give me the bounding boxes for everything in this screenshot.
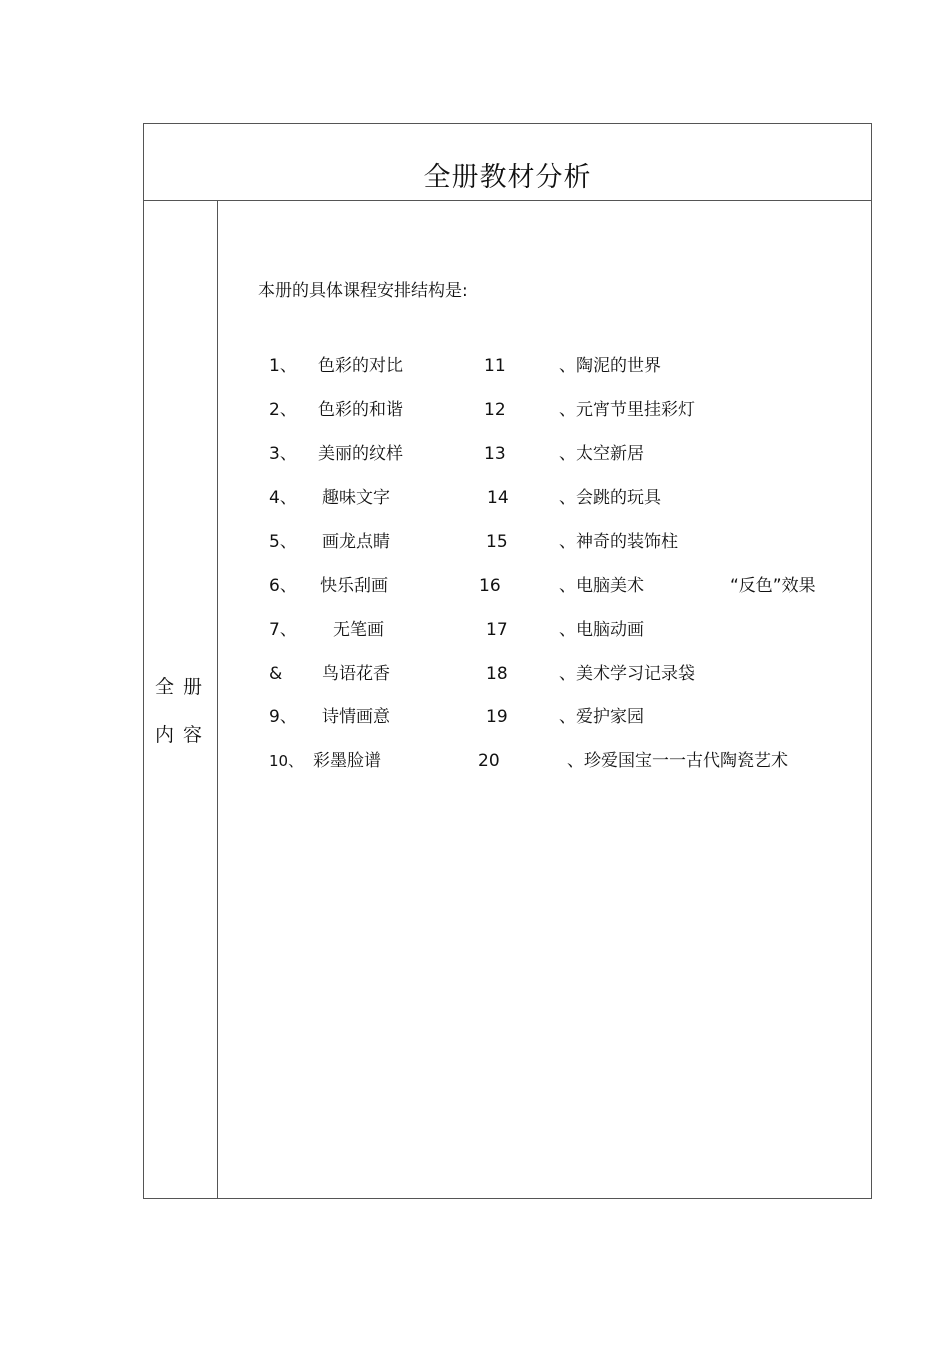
lesson-row (0, 661, 950, 687)
lesson-number: 13 (484, 444, 506, 464)
lesson-number: 17 (486, 620, 508, 640)
section-label-column (144, 201, 218, 1198)
lesson-number: 19 (486, 707, 508, 727)
lesson-title: 、电脑动画 (559, 620, 644, 640)
title-row (144, 124, 871, 201)
page-title: 全册教材分析 (423, 162, 592, 193)
lesson-title: 、电脑美术 (559, 576, 644, 596)
lesson-number: 15 (486, 532, 508, 552)
lesson-title: 、太空新居 (559, 444, 644, 464)
lesson-number: 4、 (269, 488, 297, 508)
lesson-row (0, 617, 950, 643)
lesson-title: 、元宵节里挂彩灯 (559, 400, 695, 420)
lesson-title: 鸟语花香 (322, 664, 390, 684)
lesson-number: 9、 (269, 707, 297, 727)
lesson-number: 5、 (269, 532, 297, 552)
lesson-title: 、珍爱国宝一一古代陶瓷艺术 (567, 751, 788, 771)
lesson-number: 11 (484, 356, 506, 376)
lesson-title: 彩墨脸谱 (313, 751, 381, 771)
lesson-title: 、爱护家园 (559, 707, 644, 727)
lesson-title: 趣味文字 (322, 488, 390, 508)
lesson-number: 18 (486, 664, 508, 684)
lesson-row (0, 573, 950, 599)
lesson-row (0, 441, 950, 467)
lesson-number: 16 (479, 576, 501, 596)
lesson-number: 3、 (269, 444, 297, 464)
lesson-number: 2、 (269, 400, 297, 420)
lesson-title: 无笔画 (333, 620, 384, 640)
lesson-number: 1、 (269, 356, 297, 376)
lesson-number: 7、 (269, 620, 297, 640)
lesson-row (0, 748, 950, 774)
section-label-line-2: 内容 (155, 724, 212, 746)
lesson-number: & (269, 664, 283, 684)
lesson-row (0, 353, 950, 379)
lesson-title: 画龙点睛 (322, 532, 390, 552)
lesson-row (0, 704, 950, 730)
lesson-number: 6、 (269, 576, 297, 596)
lesson-row (0, 397, 950, 423)
lesson-subtitle: “反色”效果 (730, 576, 816, 596)
lesson-title: 、神奇的装饰柱 (559, 532, 678, 552)
lesson-number: 12 (484, 400, 506, 420)
lesson-title: 、会跳的玩具 (559, 488, 661, 508)
lesson-title: 美丽的纹样 (318, 444, 403, 464)
lesson-title: 、陶泥的世界 (559, 356, 661, 376)
lesson-title: 、美术学习记录袋 (559, 664, 695, 684)
lesson-number: 20 (478, 751, 500, 771)
intro-text: 本册的具体课程安排结构是: (258, 281, 468, 301)
lesson-title: 色彩的对比 (318, 356, 403, 376)
lesson-number: 14 (487, 488, 509, 508)
lesson-title: 色彩的和谐 (318, 400, 403, 420)
lesson-title: 诗情画意 (322, 707, 390, 727)
lesson-row (0, 529, 950, 555)
lesson-title: 快乐刮画 (320, 576, 388, 596)
lesson-row (0, 485, 950, 511)
lesson-number: 10、 (269, 752, 304, 770)
section-label-line-1: 全册 (155, 676, 212, 698)
